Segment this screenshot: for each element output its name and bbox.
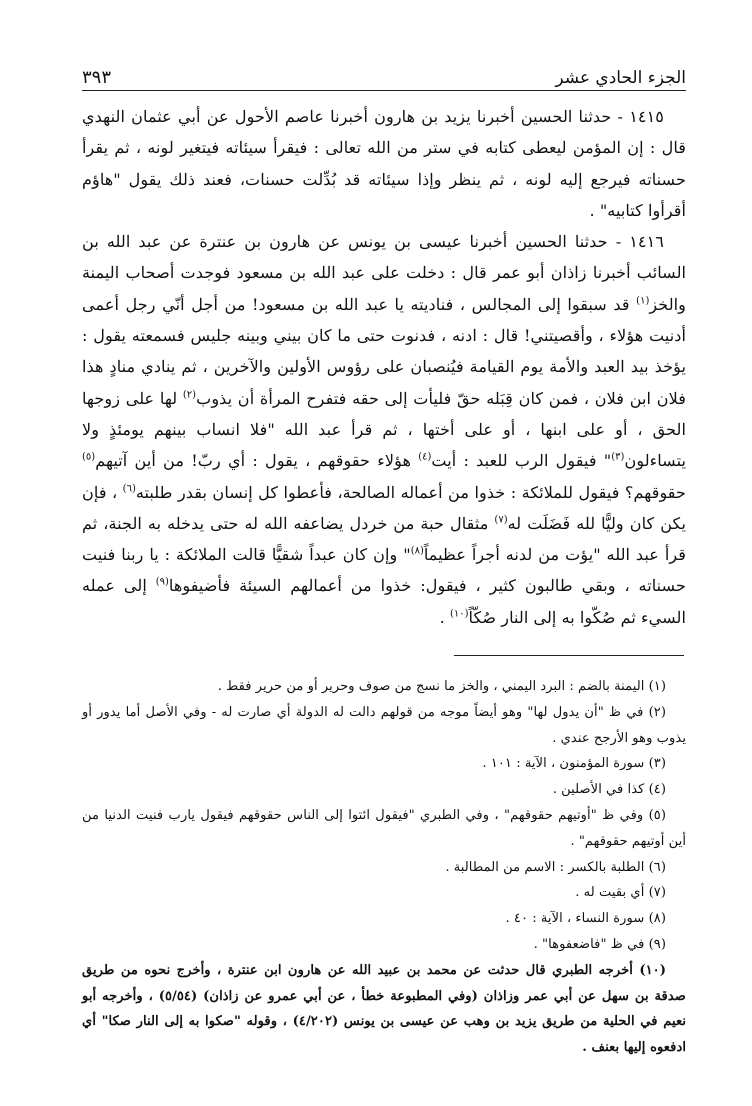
footnote-ref-3: (٣): [611, 451, 625, 463]
footnote-ref-6: (٦): [122, 483, 136, 495]
footnote-1: (١) اليمنة بالضم : البرد اليمني ، والخز ما نسج من صوف وحرير أو من حرير فقط .: [217, 679, 666, 695]
footnote-7: (٧) أي بقيت له .: [575, 885, 666, 901]
footnote-6: (٦) الطلبة بالكسر : الاسم من المطالبة .: [445, 859, 666, 875]
running-title: الجزء الحادي عشر: [555, 68, 686, 88]
hadith-text: ، فإن يكن كان وليًّا لله فَضَلَت له: [82, 482, 687, 533]
footnote-2: (٢) في ظ "أن يدول لها" وهو أيضاً موجه من قولهم دالت له الدولة أي صارت له - وفي الأصل أما يدور أو يذوب وهو الأرجح عندي .: [82, 704, 686, 746]
hadith-text: إلى عمله السيء ثم صُكّوا به إلى النار صُكّاً: [82, 576, 686, 627]
footnote-ref-10: (١٠): [449, 608, 469, 620]
hadith-text: " وإن كان عبداً شقيًّا قالت الملائكة : يا ربنا فنيت حسناته ، وبقي طالبون كثير ، فيقول: خذوا من أعمالهم السيئة فأضيفوها: [82, 545, 686, 596]
footnotes: [82, 674, 686, 1061]
hadith-text: لها على زوجها الحق ، أو على ابنها ، أو على أختها ، ثم قرأ عبد الله "فلا انساب بينهم يومئذٍ ولا يتساءلون: [82, 388, 686, 471]
hadith-1416: [82, 226, 686, 633]
footnote-ref-5: (٥): [82, 451, 96, 463]
hadith-text: مثقال حبة من خردل يضاعفه الله له حتى يدخله به الجنة، ثم قرأ عبد الله "يؤت من لدنه أجراً عظيماً: [82, 513, 686, 565]
hadith-text: .: [439, 607, 450, 627]
hadith-text: " فيقول الرب للعبد : أيت: [431, 451, 612, 471]
footnote-ref-8: (٨): [410, 545, 424, 557]
hadith-text: قد سبقوا إلى المجالس ، فناديته يا عبد الله بن مسعود! من أجل أنّي رجل أعمى أدنيت هؤلاء ، وأقصيتني! قال : ادنه ، فدنوت حتى ما كان بيني وبينه جليس فسمعته يقول : يؤخذ بيد العبد والأمة يوم القيامة فيُنصبان على رؤوس الأولين والآخرين ، ثم ينادي منادٍ هذا فلان ابن فلان ، فمن كان قِبَله حقّ فليأت إلى حقه فتفرح المرأة أن يذوب: [82, 294, 686, 408]
hadith-1415: ١٤١٥ - حدثنا الحسين أخبرنا يزيد بن هارون أخبرنا عاصم الأحول عن أبي عثمان النهدي قال : إن المؤمن ليعطى كتابه في ستر من الله تعالى : فيقرأ سيئاته فيتغير لونه ، ثم يقرأ حسناته فيرجع إليه لونه ، ثم ينظر وإذا سيئاته قد بُدِّلت حسنات، فعند ذلك يقول "هاؤم أقرأوا كتابيه" .: [82, 107, 686, 220]
footnote-10: (١٠) أخرجه الطبري قال حدثت عن محمد بن عبيد الله عن هارون ابن عنترة ، وأخرج نحوه من طريق صدقة بن سهل عن أبي عمر وزاذان (وفي المطبوعة خطأ ، عن أبي عمرو عن زاذان) (٥/٥٤) ، وأخرجه أبو نعيم في الحلية من طريق يزيد بن وهب عن عيسى بن يونس (٤/٢٠٢) ، وقوله "صكوا به إلى النار صكا" أي ادفعوه إليها بعنف .: [82, 962, 686, 1056]
footnote-ref-2: (٢): [182, 389, 197, 401]
footnote-4: (٤) كذا في الأصلين .: [552, 782, 666, 798]
footnote-ref-9: (٩): [155, 577, 169, 589]
footnote-9: (٩) في ظ "فاضعفوها" .: [533, 937, 666, 953]
hadith-text: حقوقهم؟ فيقول للملائكة : خذوا من أعماله الصالحة، فأعطوا كل إنسان بقدر طلبته: [135, 482, 687, 502]
footnote-ref-7: (٧): [494, 514, 508, 526]
footnote-ref-1: (١): [636, 295, 650, 307]
main-text: [82, 101, 686, 633]
hadith-text: هؤلاء حقوقهم ، يقول : أي ربّ! من أين آتيهم: [95, 451, 419, 471]
footnote-3: (٣) سورة المؤمنون ، الآية : ١٠١ .: [482, 756, 666, 772]
footnote-8: (٨) سورة النساء ، الآية : ٤٠ .: [505, 911, 666, 927]
hadith-text: ١٤١٦ - حدثنا الحسين أخبرنا عيسى بن يونس عن هارون بن عنترة عن عبد الله بن السائب أخبرنا زاذان أبو عمر قال : دخلت على عبد الله بن مسعود فوجدت أصحاب اليمنة والخز: [82, 232, 686, 314]
footnote-ref-4: (٤): [418, 451, 432, 463]
footnote-5: (٥) وفي ظ "أوتيهم حقوقهم" ، وفي الطبري "فيقول ائتوا إلى الناس حقوقهم فيقول يارب فنيت الدنيا من أين أوتيهم حقوقهم" .: [82, 808, 686, 849]
page-header: [82, 62, 686, 91]
page-number: ٣٩٣: [82, 67, 112, 88]
footnote-divider: [454, 655, 684, 656]
